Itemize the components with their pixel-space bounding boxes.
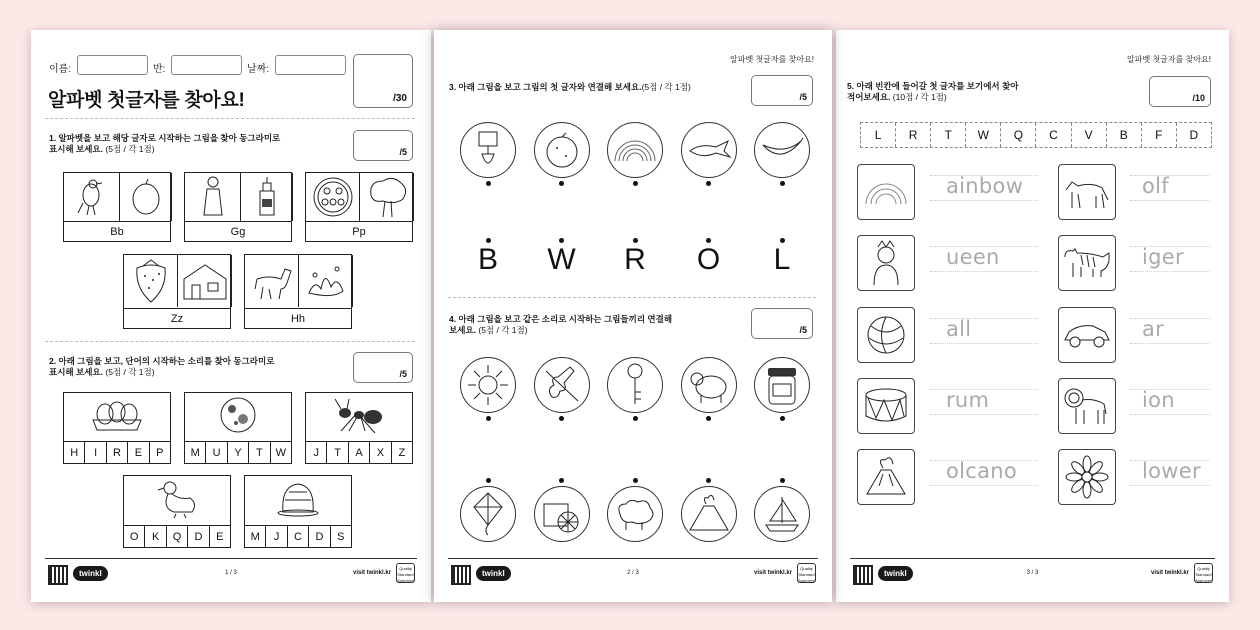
horse-icon[interactable]: [245, 255, 299, 307]
q2-instruction: 2. 아래 그림을 보고, 단어의 시작하는 소리를 찾아 동그라미로 표시해 보세요. (5점 / 각 1점): [49, 356, 275, 377]
connect-dot[interactable]: [706, 416, 711, 421]
quality-badge-icon: Quality Standard Approved: [396, 563, 415, 583]
page-number: 1 / 3: [225, 570, 237, 576]
letter-choice[interactable]: E: [216, 530, 224, 543]
total-score-box[interactable]: [353, 54, 413, 108]
letter-o: O: [696, 243, 721, 276]
ant-icon: [306, 393, 412, 437]
answer-line[interactable]: [930, 389, 1038, 415]
connect-dot[interactable]: [633, 478, 638, 483]
bank-letter: B: [1107, 123, 1142, 147]
q4-top-pictures: [460, 357, 810, 421]
page-footer: [850, 558, 1215, 586]
letter-choice[interactable]: R: [107, 442, 128, 463]
connect-dot[interactable]: [486, 416, 491, 421]
letter-choice[interactable]: D: [188, 526, 209, 547]
letter-choice[interactable]: E: [128, 442, 149, 463]
q3-pictures: [460, 122, 810, 186]
page-header: 알파벳 첫글자를 찾아요!: [730, 55, 814, 64]
duck-icon: [124, 476, 230, 520]
divider: [45, 118, 415, 119]
glue-icon[interactable]: [241, 173, 293, 221]
word-trace: all: [946, 317, 972, 341]
bank-letter: V: [1072, 123, 1107, 147]
bank-letter: T: [931, 123, 966, 147]
card-label: Zz: [124, 308, 230, 328]
drum-icon: [857, 378, 915, 434]
jam-icon[interactable]: [754, 357, 810, 413]
bear-icon[interactable]: [681, 357, 737, 413]
letter-choice[interactable]: K: [145, 526, 166, 547]
whale-icon[interactable]: [681, 122, 737, 178]
bank-letter: F: [1142, 123, 1177, 147]
letter-choice[interactable]: Q: [167, 526, 188, 547]
word-trace: ar: [1142, 317, 1165, 341]
word-trace: iger: [1142, 245, 1184, 269]
splash-icon[interactable]: [299, 255, 353, 307]
quality-badge-icon: Quality Standard Approved: [1194, 563, 1213, 583]
letter-choice[interactable]: A: [349, 442, 370, 463]
banana-icon[interactable]: [754, 122, 810, 178]
card-label: Gg: [185, 221, 291, 241]
card-label: Bb: [64, 221, 170, 241]
letter-choice[interactable]: Z: [398, 446, 406, 459]
lemon-icon[interactable]: [120, 173, 172, 221]
answer-line[interactable]: [1130, 318, 1210, 344]
connect-dot[interactable]: [559, 181, 564, 186]
visit-link[interactable]: visit twinkl.kr: [352, 570, 391, 576]
violin-icon[interactable]: [534, 357, 590, 413]
flower-icon: [1058, 449, 1116, 505]
letter-choices: [124, 525, 230, 547]
jelly-icon: [245, 476, 351, 520]
strawberry-icon[interactable]: [124, 255, 178, 307]
q1-score-box[interactable]: /5: [353, 130, 413, 161]
letter-choice[interactable]: Y: [228, 442, 249, 463]
q2-score-box[interactable]: /5: [353, 352, 413, 383]
connect-dot[interactable]: [486, 478, 491, 483]
quality-badge-icon: Quality Standard Approved: [797, 563, 816, 583]
sun-icon[interactable]: [460, 357, 516, 413]
letter-choice[interactable]: C: [288, 526, 309, 547]
tree-icon[interactable]: [360, 173, 414, 221]
name-label: 이름:: [49, 64, 72, 75]
word-trace: olcano: [946, 459, 1018, 483]
page-footer: [448, 558, 818, 586]
van-icon[interactable]: [534, 486, 590, 542]
word-trace: olf: [1142, 174, 1169, 198]
answer-line[interactable]: [930, 246, 1038, 272]
letter-choice[interactable]: X: [370, 442, 391, 463]
letter-choices: [245, 525, 351, 547]
page-title: 알파벳 첫글자를 찾아요!: [48, 90, 245, 111]
letter-choice[interactable]: M: [185, 442, 206, 463]
q4-score-box[interactable]: /5: [751, 308, 813, 339]
tiger-icon: [1058, 235, 1116, 291]
letter-choice[interactable]: W: [275, 446, 287, 459]
letter-choice[interactable]: J: [306, 442, 327, 463]
page-footer: [45, 558, 417, 586]
bird-icon[interactable]: [64, 173, 120, 221]
bank-letter: C: [1036, 123, 1071, 147]
date-field[interactable]: [275, 55, 346, 75]
letter-choice[interactable]: S: [337, 530, 345, 543]
q1-instruction: 1. 알파벳을 보고 해당 글자로 시작하는 그림을 찾아 동그라미로 표시해 보세요. (5점 / 각 1점): [49, 133, 281, 154]
page-number: 3 / 3: [1026, 570, 1039, 576]
queen-icon: [857, 235, 915, 291]
letter-choice[interactable]: P: [156, 446, 164, 459]
answer-line[interactable]: [1130, 389, 1210, 415]
q3-instruction: 3. 아래 그림을 보고 그림의 첫 글자와 연결해 보세요.(5점 / 각 1점): [449, 82, 691, 92]
letter-choice[interactable]: I: [85, 442, 106, 463]
twinkl-logo: twinkl: [878, 566, 913, 581]
q1-card: [244, 254, 352, 329]
letter-b: B: [477, 243, 498, 276]
q2-card: [305, 392, 413, 464]
answer-line[interactable]: [1130, 246, 1210, 272]
q2-card: [123, 475, 231, 548]
girl-icon[interactable]: [185, 173, 241, 221]
q2-card: [244, 475, 352, 548]
kite-icon[interactable]: [460, 486, 516, 542]
q5-instruction: 5. 아래 빈칸에 들어갈 첫 글자를 보기에서 찾아 적어보세요. (10점 / 각 1점): [847, 81, 1019, 102]
rainbow-icon[interactable]: [607, 122, 663, 178]
letter-choice[interactable]: U: [206, 442, 227, 463]
worksheet-page-3: [836, 30, 1229, 602]
word-trace: ainbow: [946, 174, 1024, 198]
q1-card: [63, 172, 171, 242]
answer-line[interactable]: [930, 318, 1038, 344]
class-field[interactable]: [171, 55, 242, 75]
worksheet-page-2: [434, 30, 832, 602]
q5-score-box[interactable]: /10: [1149, 76, 1211, 107]
lion-icon: [1058, 378, 1116, 434]
q3-score-box[interactable]: /5: [751, 75, 813, 106]
letter-choice[interactable]: T: [249, 442, 270, 463]
bank-letter: D: [1189, 128, 1199, 142]
letter-choices: [64, 441, 170, 463]
visit-link[interactable]: visit twinkl.kr: [753, 570, 792, 576]
letter-bank: [860, 122, 1212, 148]
bank-letter: Q: [1001, 123, 1036, 147]
connect-dot[interactable]: [780, 416, 785, 421]
word-trace: ion: [1142, 388, 1175, 412]
card-label: Hh: [245, 308, 351, 328]
connect-dot[interactable]: [780, 478, 785, 483]
connect-dot[interactable]: [486, 181, 491, 186]
bank-letter: R: [896, 123, 931, 147]
volcano-icon: [857, 449, 915, 505]
qr-code-icon: [48, 565, 68, 585]
connect-dot[interactable]: [559, 416, 564, 421]
letter-l: L: [773, 243, 791, 276]
bank-letter: W: [966, 123, 1001, 147]
car-icon: [1058, 307, 1116, 363]
total-score: /30: [393, 93, 407, 104]
divider: [448, 297, 816, 298]
connect-dot[interactable]: [706, 478, 711, 483]
divider: [45, 341, 415, 342]
word-trace: lower: [1142, 459, 1201, 483]
volcano-icon[interactable]: [681, 486, 737, 542]
house-icon[interactable]: [178, 255, 232, 307]
worksheet-page-1: [31, 30, 431, 602]
rainbow-icon: [857, 164, 915, 220]
q2-card: [184, 392, 292, 464]
ball-icon: [857, 307, 915, 363]
answer-line[interactable]: [930, 460, 1038, 486]
letter-r: R: [624, 243, 646, 276]
letter-choice[interactable]: M: [245, 526, 266, 547]
letter-choice[interactable]: H: [64, 442, 85, 463]
letter-choice[interactable]: T: [327, 442, 348, 463]
pizza-icon[interactable]: [306, 173, 360, 221]
answer-line[interactable]: [1130, 175, 1210, 201]
q3-letters: [470, 238, 800, 277]
letter-w: W: [547, 243, 576, 276]
page-number: 2 / 3: [627, 570, 639, 576]
card-label: Pp: [306, 221, 412, 241]
connect-dot[interactable]: [633, 416, 638, 421]
eggs-icon: [64, 393, 170, 437]
letter-choice[interactable]: O: [124, 526, 145, 547]
orange-icon[interactable]: [534, 122, 590, 178]
letter-choices: [185, 441, 291, 463]
connect-dot[interactable]: [559, 478, 564, 483]
qr-code-icon: [451, 565, 471, 585]
name-field[interactable]: [77, 55, 148, 75]
connect-dot[interactable]: [780, 181, 785, 186]
page-header: 알파벳 첫글자를 찾아요!: [1127, 55, 1211, 64]
q4-bottom-pictures: [460, 478, 810, 542]
wolf-icon: [1058, 164, 1116, 220]
key-icon[interactable]: [607, 357, 663, 413]
letter-choice[interactable]: J: [266, 526, 287, 547]
word-trace: ueen: [946, 245, 1000, 269]
visit-link[interactable]: visit twinkl.kr: [1150, 570, 1189, 576]
class-label: 반:: [153, 64, 166, 75]
letter-choices: [306, 441, 412, 463]
qr-code-icon: [853, 565, 873, 585]
bank-letter: L: [861, 123, 896, 147]
word-trace: rum: [946, 388, 990, 412]
twinkl-logo: twinkl: [73, 566, 108, 581]
connect-dot[interactable]: [706, 181, 711, 186]
date-label: 날짜:: [247, 64, 270, 75]
sheep-icon[interactable]: [607, 486, 663, 542]
planet-icon: [185, 393, 291, 437]
answer-line[interactable]: [1130, 460, 1210, 486]
twinkl-logo: twinkl: [476, 566, 511, 581]
q1-card: [305, 172, 413, 242]
boat-icon[interactable]: [754, 486, 810, 542]
letter-choice[interactable]: D: [309, 526, 330, 547]
lamp-icon[interactable]: [460, 122, 516, 178]
q1-card: [123, 254, 231, 329]
q1-card: [184, 172, 292, 242]
q4-instruction: 4. 아래 그림을 보고 같은 소리로 시작하는 그림들끼리 연결해 보세요. (5점 / 각 1점): [449, 314, 673, 335]
q2-card: [63, 392, 171, 464]
connect-dot[interactable]: [633, 181, 638, 186]
answer-line[interactable]: [930, 175, 1038, 201]
